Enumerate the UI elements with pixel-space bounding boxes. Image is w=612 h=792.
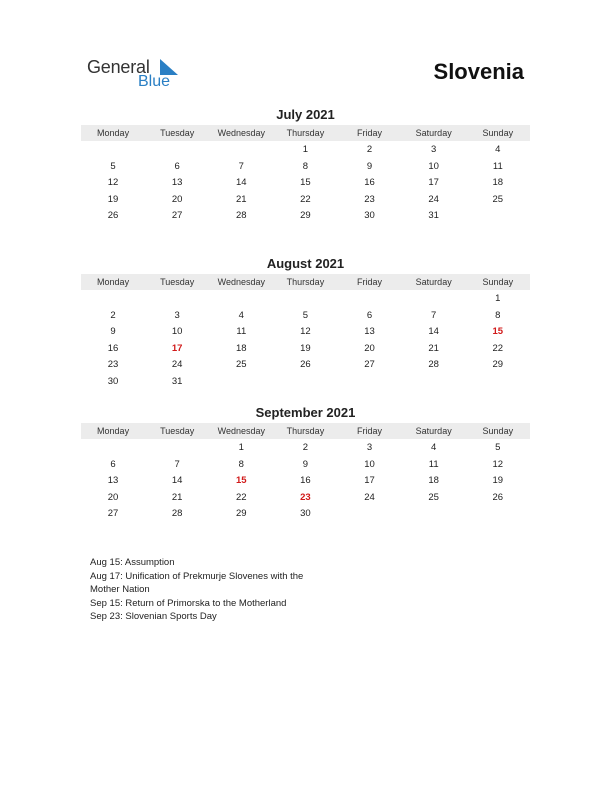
empty-day-cell <box>466 374 530 391</box>
empty-day-cell <box>81 142 145 159</box>
empty-day-cell <box>209 142 273 159</box>
week-row <box>81 473 530 490</box>
week-row <box>81 308 530 325</box>
weekday-label: Sunday <box>482 128 514 138</box>
day-cell: 15 <box>300 177 311 188</box>
day-cell: 21 <box>171 491 183 503</box>
day-cell: 26 <box>107 210 119 221</box>
day-cell: 24 <box>428 193 439 205</box>
day-cell: 25 <box>236 359 247 370</box>
month-title: September 2021 <box>255 405 356 420</box>
day-cell: 1 <box>238 442 244 453</box>
holiday-note: Sep 23: Slovenian Sports Day <box>90 611 217 622</box>
day-cell: 11 <box>492 160 503 172</box>
logo-text-blue: Blue <box>138 73 171 90</box>
holiday-day-cell: 23 <box>300 491 311 503</box>
day-cell: 3 <box>431 144 437 155</box>
empty-day-cell <box>466 208 530 225</box>
holiday-day-cell: 17 <box>171 342 183 354</box>
day-cell: 5 <box>110 160 116 172</box>
weekday-label: Sunday <box>482 277 514 287</box>
holiday-note: Aug 15: Assumption <box>90 557 175 568</box>
weekday-label: Tuesday <box>160 277 195 287</box>
empty-day-cell <box>273 291 337 308</box>
day-cell: 28 <box>171 508 183 519</box>
empty-day-cell <box>145 440 209 457</box>
week-row <box>81 159 530 176</box>
day-cell: 28 <box>236 210 247 221</box>
day-cell: 22 <box>300 193 311 205</box>
day-cell: 21 <box>428 342 439 354</box>
week-row <box>81 291 530 308</box>
week-row <box>81 341 530 358</box>
weekday-label: Wednesday <box>217 128 265 138</box>
day-cell: 29 <box>300 210 311 221</box>
empty-day-cell <box>209 291 273 308</box>
country-title: Slovenia <box>433 59 524 84</box>
day-cell: 27 <box>364 359 375 370</box>
empty-day-cell <box>402 506 466 523</box>
day-cell: 27 <box>107 508 119 519</box>
day-cell: 12 <box>107 177 119 188</box>
day-cell: 27 <box>171 210 183 221</box>
day-cell: 22 <box>236 491 247 503</box>
day-cell: 6 <box>366 309 373 321</box>
week-row <box>81 324 530 341</box>
weeks-grid <box>81 142 530 225</box>
empty-day-cell <box>145 291 209 308</box>
day-cell: 4 <box>431 442 437 453</box>
weekday-label: Monday <box>97 277 130 287</box>
day-cell: 5 <box>302 309 309 321</box>
empty-day-cell <box>81 440 145 457</box>
week-row <box>81 506 530 523</box>
weekday-label: Tuesday <box>160 128 195 138</box>
day-cell: 31 <box>171 375 183 387</box>
day-cell: 10 <box>171 326 183 337</box>
day-cell: 23 <box>364 193 375 205</box>
day-cell: 11 <box>236 326 247 337</box>
empty-day-cell <box>145 142 209 159</box>
week-row <box>81 357 530 374</box>
day-cell: 24 <box>364 491 375 503</box>
empty-day-cell <box>338 506 402 523</box>
day-cell: 31 <box>428 210 439 221</box>
weekday-header-row <box>81 423 530 439</box>
weekday-label: Thursday <box>286 277 325 287</box>
week-row <box>81 374 530 391</box>
day-cell: 17 <box>364 475 375 486</box>
day-cell: 2 <box>366 144 373 155</box>
week-row <box>81 192 530 209</box>
generalblue-logo <box>87 55 207 95</box>
month-title: July 2021 <box>276 107 335 122</box>
weekday-label: Friday <box>357 128 383 138</box>
day-cell: 29 <box>492 359 504 370</box>
day-cell: 21 <box>236 193 247 205</box>
day-cell: 14 <box>428 326 439 337</box>
holiday-day-cell: 15 <box>236 475 247 486</box>
day-cell: 16 <box>107 342 119 354</box>
day-cell: 7 <box>174 458 180 470</box>
day-cell: 10 <box>428 160 439 172</box>
weekday-label: Wednesday <box>217 277 265 287</box>
day-cell: 6 <box>110 458 116 470</box>
month-september <box>81 404 530 523</box>
empty-day-cell <box>402 374 466 391</box>
empty-day-cell <box>402 291 466 308</box>
day-cell: 20 <box>171 193 183 205</box>
weeks-grid <box>81 440 530 523</box>
day-cell: 2 <box>110 309 116 321</box>
weekday-label: Sunday <box>482 426 514 436</box>
holiday-notes <box>90 556 303 624</box>
empty-day-cell <box>273 374 337 391</box>
weekday-label: Saturday <box>415 426 452 436</box>
day-cell: 19 <box>107 193 119 205</box>
weekday-label: Friday <box>357 277 383 287</box>
day-cell: 23 <box>107 359 119 370</box>
day-cell: 9 <box>110 326 116 337</box>
day-cell: 1 <box>302 144 309 155</box>
day-cell: 4 <box>238 309 244 321</box>
day-cell: 14 <box>171 475 183 486</box>
day-cell: 29 <box>236 508 247 519</box>
day-cell: 25 <box>492 193 504 205</box>
holiday-note: Aug 17: Unification of Prekmurje Slovenes with the Mother Nation <box>90 570 304 595</box>
day-cell: 26 <box>300 359 311 370</box>
weekday-label: Saturday <box>415 277 452 287</box>
day-cell: 8 <box>302 160 309 172</box>
weekday-label: Wednesday <box>217 426 265 436</box>
month-august <box>81 255 530 390</box>
empty-day-cell <box>466 506 530 523</box>
day-cell: 24 <box>171 359 183 370</box>
day-cell: 13 <box>171 177 183 188</box>
day-cell: 2 <box>302 442 309 453</box>
day-cell: 4 <box>495 144 501 155</box>
weekday-label: Friday <box>357 426 383 436</box>
week-row <box>81 208 530 225</box>
day-cell: 8 <box>238 458 244 470</box>
day-cell: 9 <box>366 160 373 172</box>
day-cell: 28 <box>428 359 439 370</box>
holiday-note: Sep 15: Return of Primorska to the Motherland <box>90 597 287 609</box>
day-cell: 8 <box>495 309 501 321</box>
day-cell: 7 <box>238 160 244 172</box>
day-cell: 12 <box>492 458 504 470</box>
day-cell: 25 <box>428 491 439 503</box>
week-row <box>81 457 530 474</box>
day-cell: 20 <box>107 491 119 503</box>
day-cell: 7 <box>431 309 437 321</box>
day-cell: 18 <box>428 475 439 486</box>
day-cell: 18 <box>492 177 504 188</box>
day-cell: 22 <box>492 342 504 354</box>
day-cell: 17 <box>428 177 439 188</box>
day-cell: 20 <box>364 342 375 354</box>
week-row <box>81 490 530 507</box>
weekday-label: Monday <box>97 128 130 138</box>
day-cell: 30 <box>300 508 311 519</box>
weekday-header-row <box>81 274 530 290</box>
weekday-label: Monday <box>97 426 130 436</box>
day-cell: 16 <box>300 475 311 486</box>
day-cell: 11 <box>428 458 439 470</box>
day-cell: 10 <box>364 458 375 470</box>
day-cell: 13 <box>364 326 375 337</box>
day-cell: 12 <box>300 326 311 337</box>
day-cell: 6 <box>174 160 180 172</box>
day-cell: 9 <box>302 458 309 470</box>
weekday-label: Tuesday <box>160 426 195 436</box>
day-cell: 5 <box>495 442 501 453</box>
day-cell: 30 <box>364 210 375 221</box>
week-row <box>81 175 530 192</box>
day-cell: 3 <box>366 442 373 453</box>
empty-day-cell <box>338 374 402 391</box>
empty-day-cell <box>81 291 145 308</box>
weekday-header-row <box>81 125 530 141</box>
holiday-day-cell: 15 <box>492 326 504 337</box>
day-cell: 14 <box>236 177 247 188</box>
empty-day-cell <box>338 291 402 308</box>
day-cell: 19 <box>492 475 504 486</box>
weekday-label: Saturday <box>415 128 452 138</box>
day-cell: 26 <box>492 491 504 503</box>
empty-day-cell <box>209 374 273 391</box>
weeks-grid <box>81 291 530 390</box>
day-cell: 18 <box>236 342 247 354</box>
month-july <box>81 106 530 225</box>
logo-text-general: General <box>87 57 150 77</box>
weekday-label: Thursday <box>286 128 325 138</box>
day-cell: 16 <box>364 177 375 188</box>
month-title: August 2021 <box>266 256 345 271</box>
weekday-label: Thursday <box>286 426 325 436</box>
day-cell: 19 <box>300 342 311 354</box>
day-cell: 1 <box>495 293 501 304</box>
week-row <box>81 440 530 457</box>
day-cell: 3 <box>174 309 180 321</box>
day-cell: 30 <box>107 375 119 387</box>
day-cell: 13 <box>107 475 119 486</box>
week-row <box>81 142 530 159</box>
